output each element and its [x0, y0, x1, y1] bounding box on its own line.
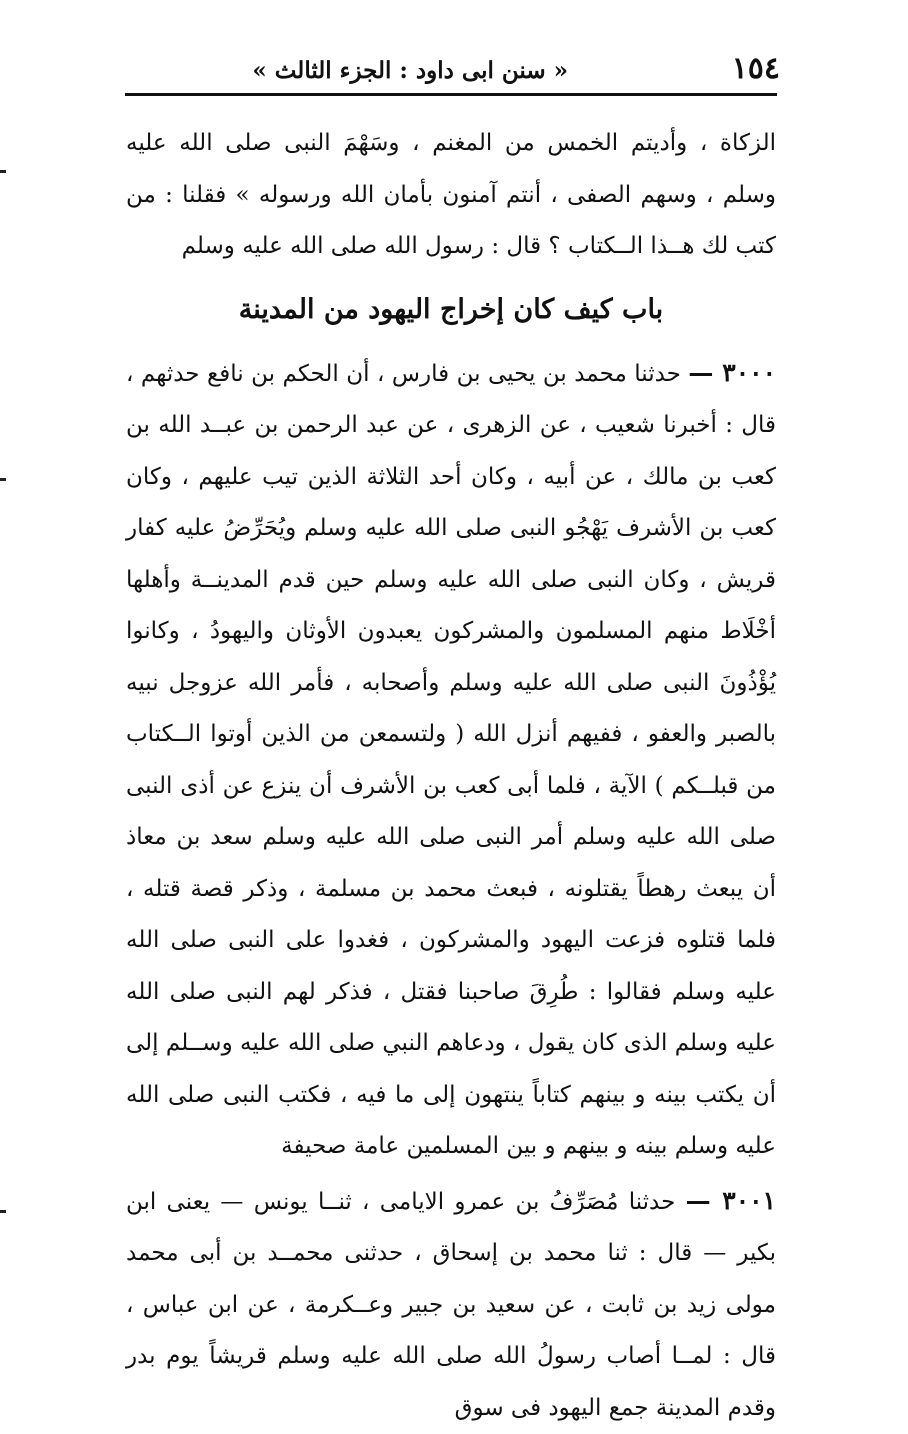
- margin-mark: [0, 1210, 6, 1213]
- running-head: « سنن ابى داود : الجزء الثالث »: [252, 56, 568, 86]
- hadith-text: حدثنا مُصَرِّفُ بن عمرو الايامى ، ثنــا يونس — يعنى ابن بكير — قال : ثنا محمد بن إسحاق ، حدثنى محمــد بن أبى محمد مولى زيد بن ثابت ، عن سعيد بن جبير وعــكرمة ، عن ابن عباس ، قال : لمــا أصاب رسولُ الله صلى الله عليه وسلم قريشاً يوم بدر وقدم المدينة جمع اليهود فى سوق: [126, 1189, 776, 1421]
- hadith-3001: [126, 1175, 776, 1434]
- page-number: ١٥٤: [732, 52, 780, 86]
- chapter-title: باب كيف كان إخراج اليهود من المدينة: [126, 285, 776, 335]
- hadith-number: ٣٠٠١ —: [686, 1186, 776, 1215]
- page-body: [126, 118, 776, 1434]
- intro-paragraph: الزكاة ، وأديتم الخمس من المغنم ، وسَهْمَ النبى صلى الله عليه وسلم ، وسهم الصفى ، أنتم آمنون بأمان الله ورسوله » فقلنا : من كتب لك هــذا الــكتاب ؟ قال : رسول الله صلى الله عليه وسلم: [126, 118, 776, 273]
- hadith-number: ٣٠٠٠ —: [688, 358, 776, 387]
- margin-mark: [0, 478, 6, 481]
- margin-mark: [0, 170, 6, 173]
- header-rule: [125, 93, 777, 96]
- hadith-3000: [126, 347, 776, 1173]
- page-header: [120, 48, 780, 92]
- hadith-text: حدثنا محمد بن يحيى بن فارس ، أن الحكم بن نافع حدثهم ، قال : أخبرنا شعيب ، عن الزهرى ، عن عبد الرحمن بن عبــد الله بن كعب بن مالك ، عن أبيه ، وكان أحد الثلاثة الذين تيب عليهم ، وكان كعب بن الأشرف يَهْجُو النبى صلى الله عليه وسلم ويُحَرِّضُ عليه كفار قريش ، وكان النبى صلى الله عليه وسلم حين قدم المدينــة وأهلها أخْلَاط منهم المسلمون والمشركون يعبدون الأوثان واليهودُ ، وكانوا يُؤْذُونَ النبى صلى الله عليه وسلم وأصحابه ، فأمر الله عزوجل نبيه بالصبر والعفو ، ففيهم أنزل الله ( ولتسمعن من الذين أوتوا الــكتاب من قبلــكم ) الآية ، فلما أبى كعب بن الأشرف أن ينزع عن أذى النبى صلى الله عليه وسلم أمر النبى صلى الله عليه وسلم سعد بن معاذ أن يبعث رهطاً يقتلونه ، فبعث محمد بن مسلمة ، وذكر قصة قتله ، فلما قتلوه فزعت اليهود والمشركون ، فغدوا على النبى صلى الله عليه وسلم فقالوا : طُرِقَ صاحبنا فقتل ، فذكر لهم النبى صلى الله عليه وسلم الذى كان يقول ، ودعاهم النبي صلى الله عليه وســلم إلى أن يكتب بينه و بينهم كتاباً ينتهون إلى ما فيه ، فكتب النبى صلى الله عليه وسلم بينه و بينهم و بين المسلمين عامة صحيفة: [126, 361, 776, 1160]
